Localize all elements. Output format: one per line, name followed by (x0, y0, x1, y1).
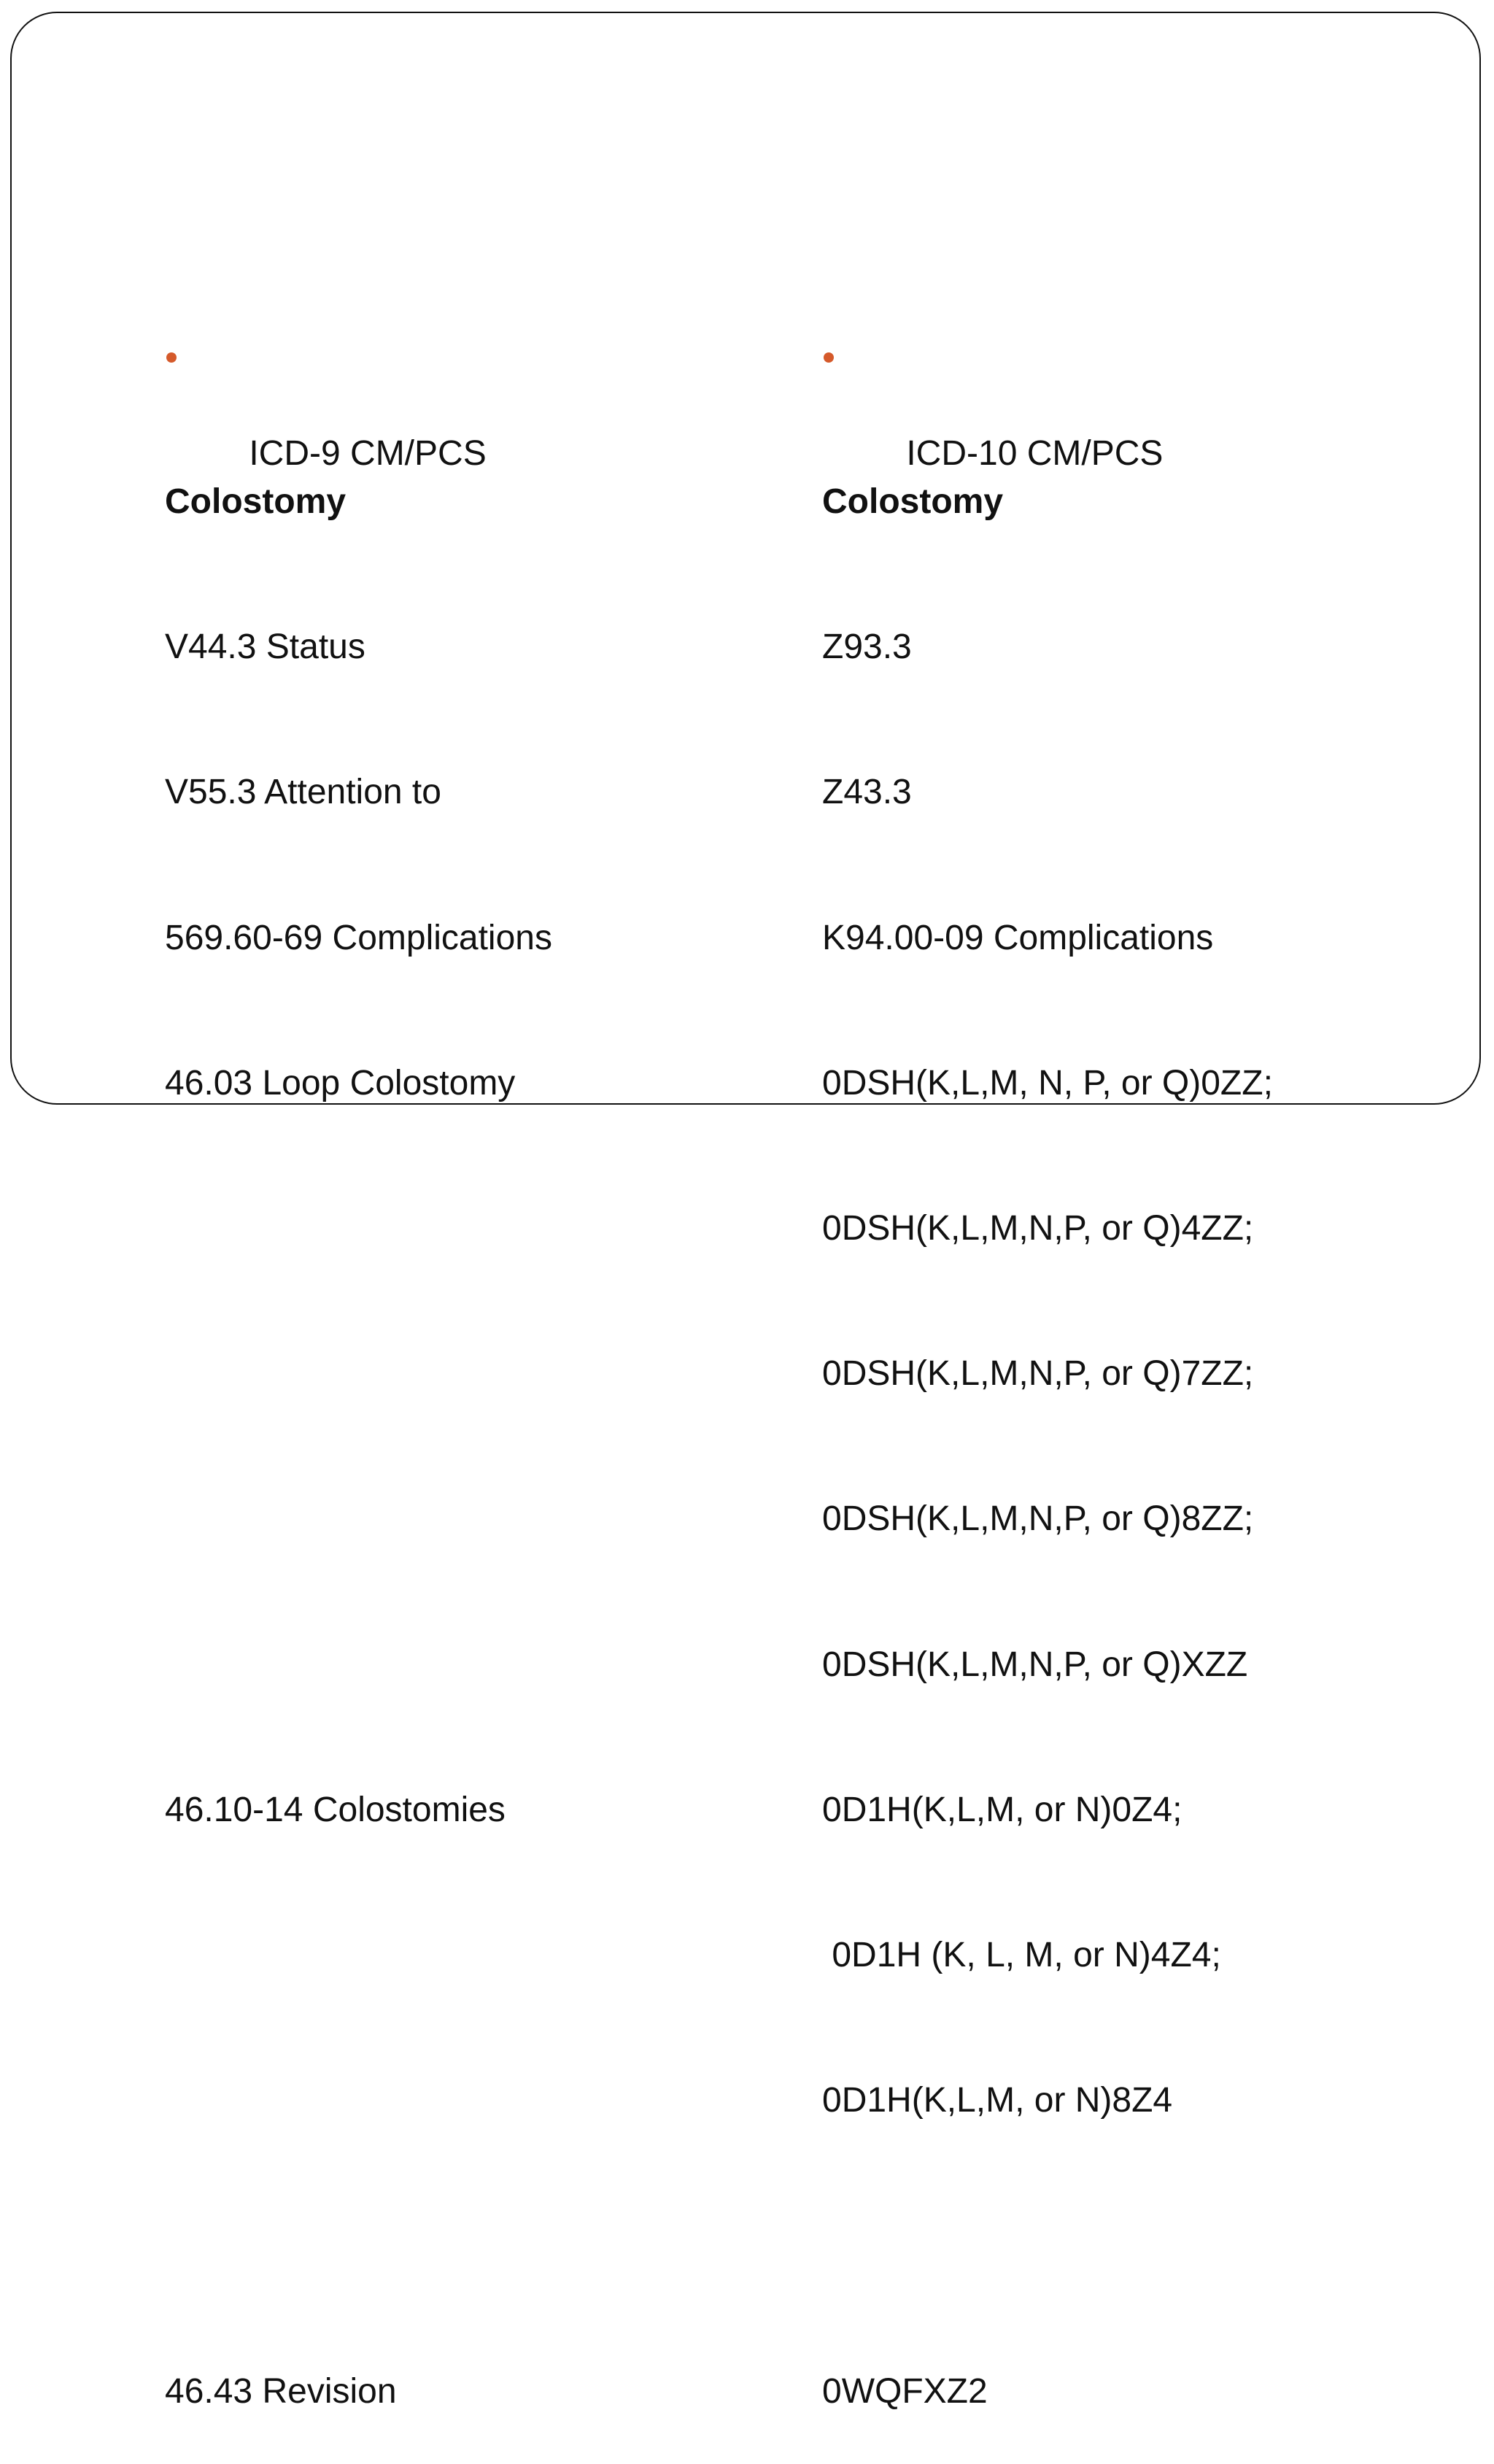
icd9-line: 46.43 Revision (165, 2371, 397, 2411)
icd10-line (822, 2222, 1273, 2270)
icd10-line: 0DSH(K,L,M,N,P, or Q)XZZ (822, 1645, 1248, 1684)
icd9-column (165, 236, 552, 2464)
icd9-line: V55.3 Attention to (165, 773, 441, 812)
icd10-line: 0D1H(K,L,M, or N)0Z4; (822, 1790, 1183, 1829)
icd9-line (165, 1641, 552, 1689)
icd9-line: 46.10-14 Colostomies (165, 1790, 506, 1829)
icd9-line (165, 1495, 552, 1543)
icd9-line (165, 1205, 552, 1253)
icd10-line: 0DSH(K,L,M,N,P, or Q)4ZZ; (822, 1209, 1254, 1248)
icd9-heading: ICD-9 CM/PCS (249, 433, 487, 473)
icd10-line: Z93.3 (822, 627, 912, 667)
icd9-line (165, 1350, 552, 1398)
icd9-subheading: Colostomy (165, 482, 347, 522)
icd10-line: 0D1H (K, L, M, or N)4Z4; (822, 1936, 1221, 1975)
icd10-line: Z43.3 (822, 773, 912, 812)
icd10-line: 0D1H(K,L,M, or N)8Z4 (822, 2081, 1173, 2120)
icd10-line: 0DSH(K,L,M, N, P, or Q)0ZZ; (822, 1063, 1273, 1102)
icd10-line: K94.00-09 Complications (822, 918, 1214, 957)
icd9-line (165, 1931, 552, 1980)
icd10-heading-row (822, 333, 1273, 473)
icd9-line: V44.3 Status (165, 627, 365, 667)
icd9-line (165, 2077, 552, 2125)
icd10-heading: ICD-10 CM/PCS (906, 433, 1164, 473)
icd9-line (165, 2222, 552, 2270)
icd9-line: 46.03 Loop Colostomy (165, 1063, 516, 1102)
icd9-heading-row (165, 333, 552, 473)
icd9-line: 569.60-69 Complications (165, 918, 552, 957)
bullet-dot-icon (166, 352, 177, 363)
bullet-dot-icon (824, 352, 834, 363)
icd10-line: 0WQFXZ2 (822, 2371, 988, 2411)
icd10-line: 0DSH(K,L,M,N,P, or Q)7ZZ; (822, 1354, 1254, 1394)
icd10-line: 0DSH(K,L,M,N,P, or Q)8ZZ; (822, 1499, 1254, 1539)
icd10-column (822, 236, 1273, 2464)
icd10-subheading: Colostomy (822, 482, 1004, 522)
